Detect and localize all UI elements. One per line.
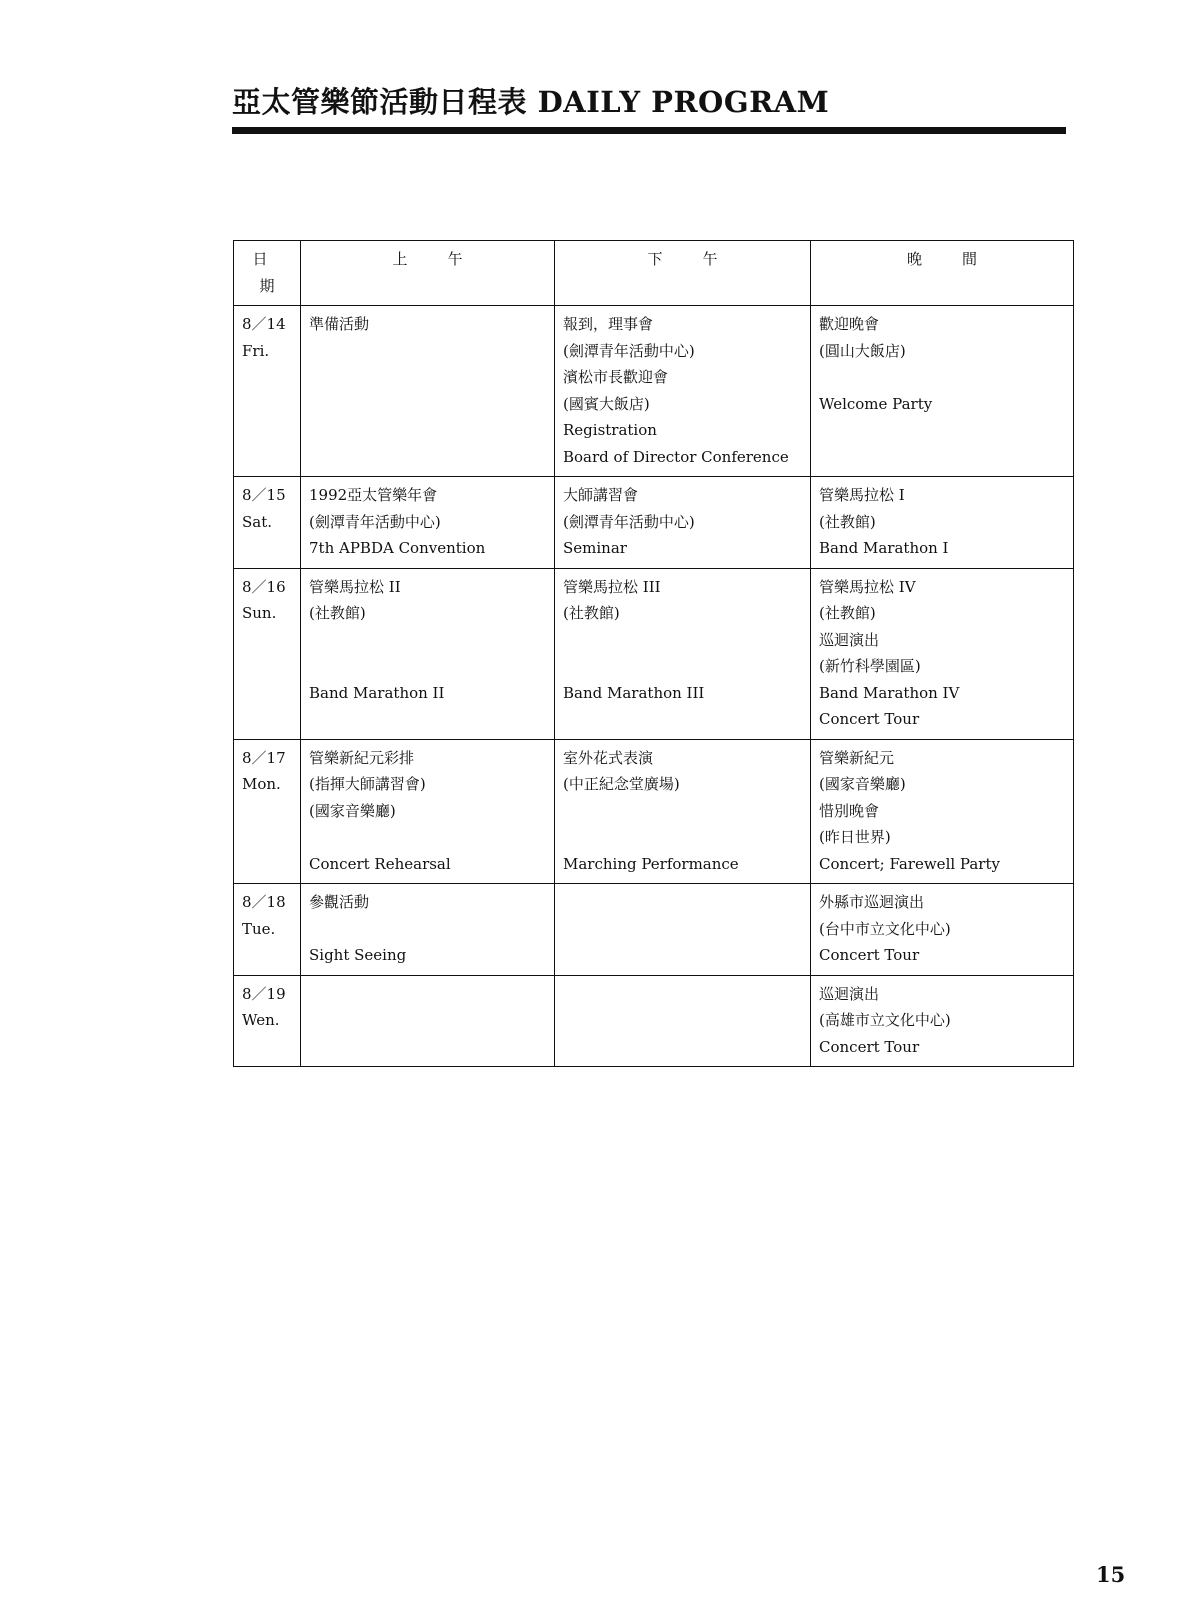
schedule-row bbox=[234, 975, 1074, 1067]
evening-cell bbox=[811, 306, 1074, 477]
event-line: 管樂馬拉松 III bbox=[563, 577, 661, 596]
event-line: 巡迴演出 bbox=[819, 984, 880, 1003]
day: Mon. bbox=[242, 775, 281, 793]
date: 8／19 bbox=[242, 984, 286, 1003]
day: Wen. bbox=[242, 1011, 280, 1029]
afternoon-cell bbox=[555, 477, 811, 569]
event-line: 準備活動 bbox=[309, 315, 370, 333]
event-line: 大師講習會 bbox=[563, 486, 639, 504]
date: 8／14 bbox=[242, 315, 286, 333]
event-line: Registration bbox=[563, 421, 657, 439]
date: 8／18 bbox=[242, 893, 286, 911]
date-cell bbox=[234, 568, 301, 739]
event-line: 管樂馬拉松 II bbox=[309, 577, 401, 596]
afternoon-cell bbox=[555, 739, 811, 884]
schedule-row bbox=[234, 306, 1074, 477]
header-date: 日期 bbox=[234, 241, 301, 306]
event-line: 外縣市巡迴演出 bbox=[819, 893, 925, 911]
event-line: Welcome Party bbox=[819, 394, 933, 413]
event-line: Board of Director Conference bbox=[563, 447, 789, 466]
header-morning: 上午 bbox=[301, 241, 555, 306]
title-rule bbox=[232, 127, 1066, 134]
evening-cell bbox=[811, 477, 1074, 569]
event-line: Concert Tour bbox=[819, 1037, 920, 1056]
event-line: (指揮大師講習會) bbox=[309, 775, 426, 793]
event-line: (社教館) bbox=[309, 604, 366, 622]
afternoon-cell bbox=[555, 306, 811, 477]
event-line: 參觀活動 bbox=[309, 893, 370, 911]
morning-cell bbox=[301, 975, 555, 1067]
event-line: (劍潭青年活動中心) bbox=[309, 512, 441, 531]
event-line: (昨日世界) bbox=[819, 828, 891, 846]
event-line: (國家音樂廳) bbox=[309, 801, 396, 820]
event-line: Concert Tour bbox=[819, 710, 920, 728]
evening-cell bbox=[811, 739, 1074, 884]
event-line: 室外花式表演 bbox=[563, 748, 654, 767]
event-line: (社教館) bbox=[819, 604, 876, 622]
schedule-row bbox=[234, 884, 1074, 976]
day: Sun. bbox=[242, 604, 277, 622]
event-line: (中正紀念堂廣場) bbox=[563, 775, 680, 793]
page-number: 15 bbox=[1096, 1562, 1126, 1587]
header-evening: 晚間 bbox=[811, 241, 1074, 306]
date-cell bbox=[234, 306, 301, 477]
evening-cell bbox=[811, 568, 1074, 739]
event-line: 管樂新紀元 bbox=[819, 748, 895, 767]
date-cell bbox=[234, 884, 301, 976]
day: Fri. bbox=[242, 341, 270, 360]
date: 8／16 bbox=[242, 577, 286, 596]
day: Tue. bbox=[242, 919, 276, 938]
schedule-row bbox=[234, 477, 1074, 569]
event-line: 巡迴演出 bbox=[819, 630, 880, 649]
afternoon-cell bbox=[555, 884, 811, 976]
morning-cell bbox=[301, 477, 555, 569]
evening-cell bbox=[811, 884, 1074, 976]
event-line: Band Marathon IV bbox=[819, 683, 960, 702]
date: 8／17 bbox=[242, 748, 286, 767]
event-line: Band Marathon II bbox=[309, 683, 445, 702]
event-line: 報到，理事會 bbox=[563, 315, 654, 333]
event-line: Seminar bbox=[563, 539, 627, 557]
evening-cell bbox=[811, 975, 1074, 1067]
event-line: Marching Performance bbox=[563, 854, 739, 873]
event-line: 歡迎晚會 bbox=[819, 315, 880, 333]
schedule-row bbox=[234, 739, 1074, 884]
header-row bbox=[234, 241, 1074, 306]
date-cell bbox=[234, 739, 301, 884]
event-line: (國賓大飯店) bbox=[563, 394, 650, 413]
morning-cell bbox=[301, 306, 555, 477]
morning-cell bbox=[301, 568, 555, 739]
event-line: 惜別晚會 bbox=[819, 801, 880, 820]
event-line: (社教館) bbox=[563, 604, 620, 622]
event-line: Sight Seeing bbox=[309, 946, 407, 964]
morning-cell bbox=[301, 884, 555, 976]
event-line: (台中市立文化中心) bbox=[819, 919, 951, 938]
morning-cell bbox=[301, 739, 555, 884]
event-line: Band Marathon I bbox=[819, 539, 949, 557]
daily-program-table bbox=[233, 240, 1074, 1067]
date-cell bbox=[234, 975, 301, 1067]
event-line: (高雄市立文化中心) bbox=[819, 1011, 951, 1029]
event-line: (劍潭青年活動中心) bbox=[563, 341, 695, 360]
event-line: 1992亞太管樂年會 bbox=[309, 486, 438, 504]
event-line: (劍潭青年活動中心) bbox=[563, 512, 695, 531]
event-line: (社教館) bbox=[819, 512, 876, 531]
event-line: Concert Rehearsal bbox=[309, 854, 451, 873]
date: 8／15 bbox=[242, 486, 286, 504]
event-line: 管樂馬拉松 I bbox=[819, 486, 905, 504]
header-afternoon: 下午 bbox=[555, 241, 811, 306]
event-line: (國家音樂廳) bbox=[819, 775, 906, 793]
event-line: Band Marathon III bbox=[563, 683, 705, 702]
day: Sat. bbox=[242, 512, 273, 531]
afternoon-cell bbox=[555, 568, 811, 739]
schedule-row bbox=[234, 568, 1074, 739]
event-line: Concert Tour bbox=[819, 946, 920, 964]
event-line: 7th APBDA Convention bbox=[309, 539, 486, 557]
event-line: (圓山大飯店) bbox=[819, 341, 906, 360]
page-title: 亞太管樂節活動日程表 DAILY PROGRAM bbox=[232, 85, 830, 119]
event-line: (新竹科學園區) bbox=[819, 657, 921, 675]
afternoon-cell bbox=[555, 975, 811, 1067]
event-line: 管樂馬拉松 IV bbox=[819, 577, 916, 596]
event-line: Concert; Farewell Party bbox=[819, 854, 1000, 873]
date-cell bbox=[234, 477, 301, 569]
event-line: 管樂新紀元彩排 bbox=[309, 748, 415, 767]
event-line: 濱松市長歡迎會 bbox=[563, 368, 669, 386]
